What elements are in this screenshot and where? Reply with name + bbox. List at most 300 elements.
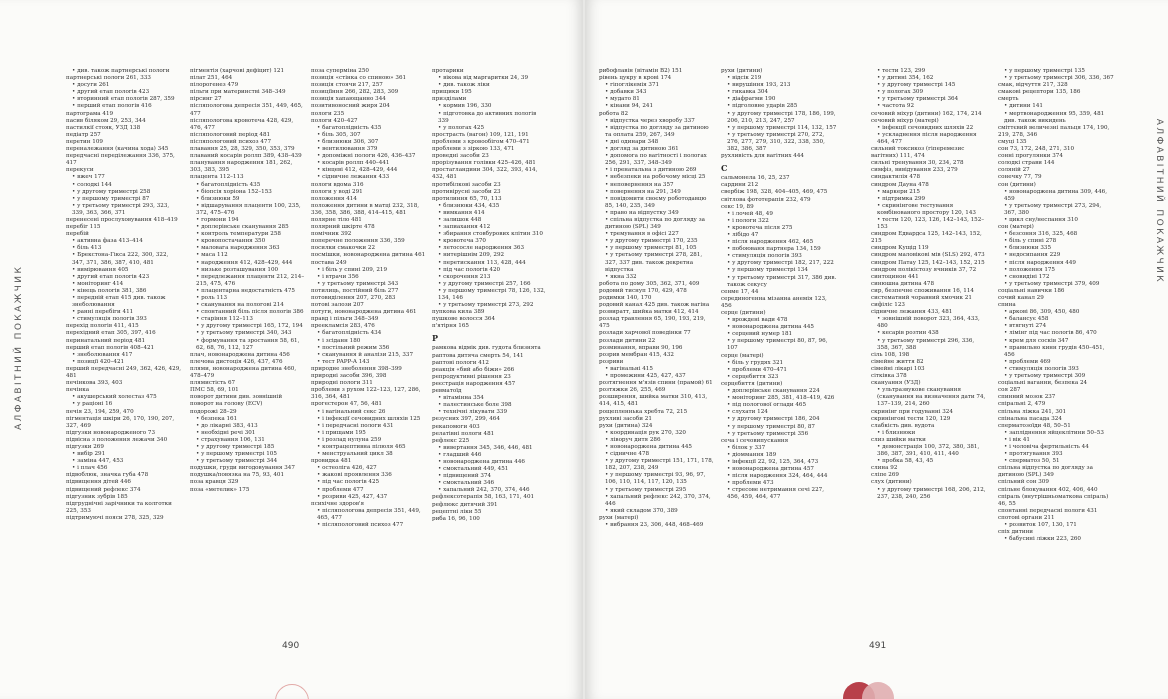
index-entry: сон (дитини)	[998, 181, 1036, 188]
index-subentry: • зовнішній поворот 323, 364, 433, 480	[877, 316, 980, 330]
index-subentry: • повідомити своєму роботодавцю 85, 140, 235, 349	[605, 195, 707, 209]
index-subentry: • доплерівське сканування 224	[727, 388, 820, 395]
index-entry: правд і пільги 348–349	[311, 316, 379, 323]
index-entry: рівень цукру в крові 174	[599, 75, 672, 82]
index-entry: сеча і сечовипускання	[721, 437, 789, 444]
index-entry: пасив біляком 29, 253, 344	[66, 117, 146, 124]
index-entry: психічне здоров'я	[311, 500, 365, 507]
index-entry: післяпологова депресія 351, 449, 465, 477	[190, 103, 303, 117]
index-entry: потовиділення 207, 270, 283	[311, 295, 396, 301]
index-entry: соціальні ваганни, безпека 24	[998, 380, 1088, 387]
index-entry: резусних 397, 299, 464	[432, 416, 500, 423]
index-subentry: • у другому триместрі 178, 186, 199, 206, 210, 213, 247, 257	[727, 110, 836, 124]
index-entry: плечова дистоція 426, 437, 476	[190, 358, 283, 365]
side-label-right: АЛФАВІТНИЙ ПОКАЖЧИК	[1154, 118, 1164, 284]
index-entry: сонні прогулянки 374	[998, 153, 1063, 160]
index-subentry: • біопсія хоріона 152–153	[196, 188, 272, 195]
index-subentry: • кровотеча після 275	[727, 224, 793, 231]
index-subentry: • сканування на пологові 214	[196, 302, 284, 309]
index-subentry: • запиахання 412	[438, 224, 491, 231]
index-entry: сіль 108, 198	[871, 351, 910, 358]
index-entry: позиція хапающанно 344	[311, 96, 386, 103]
index-entry: позиціїння 266, 282, 283, 309	[311, 89, 399, 96]
index-entry: родовий канал 425 див. також вагіна	[599, 302, 710, 309]
index-subentry: • кесарів розтин 438	[877, 330, 939, 337]
index-subentry: • протягування 393	[1004, 451, 1063, 458]
side-label-left: АЛФАВІТНИЙ ПОКАЖЧИК	[14, 264, 24, 430]
index-subentry: • і плач 456	[72, 465, 108, 472]
index-entry: слиз шийки матки	[871, 436, 926, 443]
index-subentry: • перший етап пологів 416	[72, 103, 152, 110]
index-entry: подушки, груди вигодовування 347	[190, 465, 295, 472]
index-entry: природні пологи 311	[311, 380, 373, 387]
index-entry: перетин 109	[66, 138, 103, 145]
index-entry: положення 414	[311, 195, 357, 202]
index-subentry: • у третьому триместрі 293, 323, 339, 363, 366, 371	[72, 202, 170, 216]
index-entry: спіральні 2, 479	[998, 401, 1046, 408]
left-page	[0, 0, 582, 699]
index-subentry: • вторинний етап пологів 287, 359	[72, 96, 175, 103]
index-entry: синтоцинон 441	[871, 273, 919, 280]
index-entry: розвиратт, шийка матки 412, 414	[599, 309, 699, 316]
index-entry: соляній 27	[998, 167, 1030, 174]
index-subentry: • до лікарні 383, 413	[196, 422, 258, 429]
index-entry: серцебиття (дитини)	[721, 380, 783, 387]
index-subentry: • серцебиття 323	[727, 373, 779, 380]
index-subentry: • положення 175	[1004, 266, 1055, 273]
index-subentry: • багатоплідність 435	[317, 124, 382, 131]
index-subentry: • безпека 161	[196, 415, 238, 422]
index-subentry: • діоммання 189	[727, 451, 777, 458]
index-subentry: • позиції 420–421	[72, 358, 125, 365]
index-subentry: • близнюки 59	[196, 195, 240, 202]
index-subentry: • смоктальний 346	[438, 480, 495, 487]
index-subentry: • багатоплідність 435	[196, 181, 261, 188]
index-subentry: • вирушіння 193, 213	[727, 82, 791, 89]
index-subentry: • вікова від маргаритки 24, 39	[438, 75, 529, 82]
index-subentry: • постільний режим 356	[317, 344, 390, 351]
index-entry: пілат 251, 464	[190, 75, 233, 82]
index-subentry: • у дитині 354, 162	[877, 75, 934, 82]
index-entry: спіх дитини	[998, 529, 1034, 536]
index-subentry: • проблеми 473	[727, 480, 774, 487]
index-subentry: • у другому триместрі 182, 217, 222	[727, 260, 834, 267]
index-subentry: • інфекції сечовидних шляхів 22	[877, 124, 974, 131]
index-entry: пупкова кила 389	[432, 309, 485, 316]
index-subentry: • другий етап пологів 423	[72, 273, 150, 280]
index-subentry: • спільна відпустка по догляду за дитиною (SPL) 349	[605, 216, 706, 231]
index-entry: робота по дому 305, 362, 371, 409	[599, 280, 700, 287]
index-subentry: • тремування в офісі 227	[605, 231, 679, 238]
index-entry: потові залози 207	[311, 302, 364, 309]
index-entry: спільна ліжка 241, 301	[998, 408, 1067, 415]
index-subentry: • стимуляція пологів 393	[727, 253, 802, 260]
index-subentry: • стресове нетримання сечі 227, 456, 459, 464, 477	[727, 487, 824, 501]
index-subentry: • і вагінальний секс 26	[317, 408, 386, 415]
index-subentry: • моніторинг 414	[72, 280, 124, 287]
index-subentry: • біль у спині 278	[1004, 238, 1057, 245]
index-subentry: • новонароджена дитина 457	[727, 466, 814, 473]
index-entry: рощепленнька хребта 72, 215	[599, 408, 688, 415]
index-entry: посмішки, новонароджена дитина 461	[311, 252, 426, 259]
index-subentry: • лімінг під час пологів 86, 470	[1004, 330, 1097, 337]
index-entry: підвищений рефлекс 374	[66, 486, 141, 493]
index-subentry: • вибір 291	[72, 451, 106, 458]
index-subentry: • кровопостачання 350	[196, 238, 266, 245]
index-subentry: • підготовка до активних пологів 339	[438, 110, 537, 124]
index-subentry: • відшарування плаценти 100, 235, 372, 475–476	[196, 202, 301, 216]
index-entry: скануання (УЗД)	[871, 380, 921, 387]
index-entry: природні засоби 396, 398	[311, 373, 387, 380]
index-subentry: • повернення на 291, 349	[605, 188, 681, 195]
index-entry: печія 23, 194, 259, 470	[66, 408, 134, 415]
index-column	[998, 68, 1114, 643]
index-entry: сифіліс 123	[871, 302, 905, 309]
index-subentry: • у першому триместрі 87	[72, 195, 150, 202]
index-subentry: • остеоліга 426, 427	[317, 465, 377, 472]
index-column	[721, 68, 837, 643]
index-entry: помічник 392	[311, 231, 352, 238]
index-entry: передчасні переділежання 336, 375, 417	[66, 153, 175, 167]
page-number-right: 491	[869, 641, 887, 651]
index-subentry: • необхідні речі 301	[196, 429, 256, 436]
index-entry: поперечне положення 336, 359	[311, 238, 405, 245]
index-entry: спільна відпустка по догляду за дитиною (SPL) 349	[998, 465, 1093, 479]
index-entry: пологи 420–427	[311, 117, 358, 124]
index-subentry: • аркові 86, 309, 450, 480	[1004, 309, 1080, 316]
index-entry: ревматоїд	[432, 388, 462, 395]
index-column	[432, 68, 548, 643]
index-subentry: • Брекстона-Гікса 222, 300, 322, 347, 371, 386, 387, 410, 481	[72, 252, 169, 266]
index-entry: розриви	[599, 358, 624, 365]
index-subentry: • передній етап 415 див. також знеболювання	[72, 295, 166, 309]
index-subentry: • балансує 458	[1004, 316, 1049, 323]
index-subentry: • розвиток 107, 130, 171	[1004, 522, 1077, 528]
index-subentry: • підвищений 374	[438, 473, 492, 480]
index-subentry: • у третьому триместрі 306, 336, 367	[1004, 75, 1114, 82]
index-subentry: • технічні лікувати 339	[438, 409, 508, 416]
index-subentry: • у раціоні 16	[72, 401, 113, 408]
index-subentry: • у другому триместрі 145	[877, 82, 956, 89]
index-entry: проблеми з зіркою 133, 471	[432, 146, 515, 153]
index-subentry: • якна 332	[605, 273, 637, 280]
index-subentry: • догляд за дитиною 361	[605, 146, 679, 153]
index-entry: планування народження 181, 262, 303, 383, 395	[190, 160, 293, 174]
index-entry: серце (матері)	[721, 352, 764, 359]
index-subentry: • гіпоглікемія 371	[605, 82, 660, 89]
index-entry: систематний чоравний хмочик 21	[871, 295, 972, 301]
index-entry: смак, відчуття 217, 328	[998, 82, 1068, 89]
index-entry: плями, новонароджена дитина 460, 478–479	[190, 365, 297, 380]
index-subentry: • ліворуч дитя 286	[605, 436, 661, 443]
index-entry: рибофлавін (вітамін В2) 151	[599, 68, 683, 74]
index-entry: рухливі засоби 21	[599, 415, 652, 422]
index-entry: печінка	[66, 387, 90, 394]
index-entry: протарики	[432, 68, 464, 74]
index-subentry: • право на відпустку 349	[605, 209, 679, 216]
index-subentry: • стимуляція пологів 393	[72, 316, 147, 323]
index-entry: преекламсія 283, 476	[311, 323, 375, 330]
index-entry: слух (дитини)	[871, 479, 912, 486]
index-subentry: • у другому триместрі 170, 235	[605, 238, 698, 245]
index-subentry: • у третьому триместрі 309	[1004, 373, 1086, 380]
index-entry: розрив мембран 415, 432	[599, 351, 674, 358]
index-subentry: • підголовне ударів 285	[727, 103, 798, 110]
index-subentry: • цикл сну/неспання 310	[1004, 216, 1078, 223]
index-subentry: • новонароджена дитина 445	[605, 443, 692, 450]
index-entry: сімейне життя 82	[871, 358, 924, 365]
index-subentry: • гладший 446	[438, 451, 482, 458]
index-subentry: • побоюваня партнера 134, 159	[727, 246, 821, 253]
index-subentry: • багатоплідність 434	[317, 330, 382, 337]
index-entry: пушкове волосся 364	[432, 316, 496, 323]
index-subentry: • тести 120, 123, 126, 142–143, 152–153	[877, 216, 985, 231]
index-entry: проблеми з рухом 122–123, 127, 286, 316, 364, 481	[311, 387, 421, 401]
index-subentry: • допомога по вагітності і пологах 256, 291, 337, 348–349	[605, 153, 707, 167]
index-subentry: • мудато 81	[605, 96, 640, 103]
index-subentry: • скорочення 213	[438, 273, 491, 280]
index-subentry: • роль 113	[196, 295, 228, 301]
index-entry: синдактилія 478	[871, 174, 921, 181]
index-subentry: • білок у 337	[727, 444, 766, 451]
index-subentry: • хапальний 242, 370, 374, 446	[438, 487, 530, 494]
index-entry: противірусні засоби 23	[432, 188, 501, 195]
index-subentry: • координація рук 270, 320	[605, 429, 686, 436]
index-entry: переналежання (качина хода) 345	[66, 146, 169, 153]
index-entry: позиція стоячи 217, 257	[311, 82, 383, 89]
index-subentry: • дні одинари 348	[605, 138, 659, 145]
index-entry: підвісна з положення лежачи 340	[66, 436, 168, 443]
index-subentry: • серцевий нумер 181	[727, 331, 793, 338]
index-entry: рефлексотерапія 58, 163, 171, 401	[432, 494, 535, 501]
index-entry: спотові органи 211	[998, 514, 1055, 521]
index-entry: підтримуючі пояси 278, 325, 329	[66, 514, 164, 521]
index-entry: свербіж 198, 328, 404–405, 469, 475	[721, 189, 828, 196]
index-subentry: • після народження 324, 464, 444	[727, 473, 828, 480]
index-entry: спинний мозок 237	[998, 394, 1056, 401]
index-entry: п'ятірня 165	[432, 323, 469, 330]
index-entry: пологи вдома 316	[311, 181, 364, 188]
index-entry: поза суперміна 250	[311, 68, 369, 74]
index-subentry: • проблеми 477	[317, 486, 364, 493]
index-entry: синдром Патау 125, 142–143, 152, 215	[871, 259, 985, 266]
index-entry: сліпе 269	[871, 472, 899, 479]
index-subentry: • вітамінна 354	[438, 395, 484, 402]
index-subentry: • летососле народження 363	[438, 245, 525, 252]
index-entry: плач, новонароджена дитина 456	[190, 351, 290, 358]
index-subentry: • біль 305, 307	[317, 131, 361, 138]
index-subentry: • кінець пологів 381, 386	[72, 287, 147, 294]
index-subentry: • у першому триместрі 80, 87	[727, 423, 815, 430]
index-entry: сочий канал 29	[998, 295, 1044, 301]
index-subentry: • кінани 94, 241	[605, 103, 654, 110]
index-subentry: • жакові проявлення 336	[317, 472, 392, 479]
index-entry: пірсинг 27	[190, 96, 222, 103]
index-entry: пілорогенез 479	[190, 82, 239, 89]
index-entry: скринінг при годуванні 324	[871, 408, 953, 415]
index-subentry: • ускладнення після народження 464, 477	[877, 131, 977, 145]
index-subentry: • у третьому триместрі 344	[196, 458, 278, 465]
index-subentry: • відсік 219	[727, 75, 762, 82]
index-entry: рекапомоги 403	[432, 423, 480, 430]
index-entry: рефлюкс дитячий 391	[432, 501, 498, 508]
index-subentry: • народження 412, 428–429, 444	[196, 259, 293, 266]
index-subentry: • вибрання 23, 306, 448, 468–469	[605, 522, 704, 528]
index-subentry: • і зсіданн 180	[317, 337, 361, 344]
index-subentry: • близнюки 306, 307	[317, 138, 379, 145]
index-subentry: • у третьому триместрі 364	[877, 96, 959, 103]
index-subentry: • у третьому триместрі 379, 409	[1004, 280, 1100, 287]
index-subentry: • маркери 215	[877, 188, 920, 195]
index-subentry: • під час пологів 420	[438, 266, 501, 273]
index-entry: полярне тіло 481	[311, 216, 362, 223]
index-letter-heading: Р	[432, 333, 439, 344]
index-subentry: • вагінальні 415	[605, 365, 653, 372]
index-entry: перекуси	[66, 167, 94, 174]
index-entry: рухи (дитини)	[721, 68, 763, 74]
index-entry: риба 16, 96, 100	[432, 515, 480, 522]
index-column	[599, 68, 715, 643]
index-subentry: • тест PAPP-A 143	[317, 358, 370, 365]
index-entry: родовий тиснуп 170, 429, 478	[599, 287, 687, 294]
index-entry: робота 82	[599, 110, 629, 117]
index-entry: сон (матері)	[998, 224, 1034, 231]
index-subentry: • дитини 141	[1004, 103, 1043, 110]
index-subentry: • вимірювання 405	[72, 266, 129, 273]
index-entry: розширення, шийка матки 310, 413, 414, 415, 481	[599, 394, 708, 408]
index-subentry: • вивертання 345, 346, 446, 481	[438, 444, 533, 451]
index-entry: сонечку 77, 79	[998, 174, 1042, 181]
index-entry: симфіз, вивідування 233, 279	[871, 167, 958, 174]
index-subentry: • у третьому триместрі 270, 272, 276, 277, 279, 310, 322, 338, 350, 382, 386, 387	[727, 131, 825, 153]
index-entry: синюшна дитина 478	[871, 280, 935, 287]
index-subentry: • акушерський холестаз 475	[72, 394, 157, 401]
index-entry: розлад травлення 65, 190, 193, 219, 475	[599, 316, 706, 330]
index-entry: спільний сон 309	[998, 479, 1049, 486]
index-entry: сечовий міхур (дитини) 162, 174, 214	[871, 110, 982, 117]
index-entry: слабкість див. вудота	[871, 422, 935, 429]
index-subentry: • у третьому триместрі 296, 336, 358, 367, 388	[877, 337, 975, 351]
index-entry: післяпологова кровотеча 428, 429, 476, 477	[190, 117, 294, 131]
index-entry: позитивоносний жиря 204	[311, 103, 390, 110]
index-entry: подушка/повязка на 75, 93, 401	[190, 472, 285, 479]
index-subentry: • близнюки 335	[1004, 245, 1052, 252]
index-letter-heading: С	[721, 163, 728, 174]
index-subentry: • післяпологова депресія 351, 449, 465, 477	[317, 507, 421, 521]
index-subentry: • у другому триместрі 165, 172, 194	[196, 323, 303, 330]
index-entry: підвищення дітей 446	[66, 479, 131, 486]
index-entry: сечовий міхур (матері)	[871, 117, 939, 124]
index-entry: підгузки 269	[66, 443, 104, 450]
index-subentry: • і пренатальна з дитиною 269	[605, 167, 697, 174]
index-subentry: • скринінгове тестування комбінованого простору 120, 143	[877, 202, 976, 216]
index-subentry: • і прищами 195	[317, 429, 366, 436]
index-entry: сильні тренування 30, 234, 278	[871, 160, 964, 167]
index-subentry: • у третьому триместрі 273, 294, 367, 380	[1004, 202, 1102, 216]
index-subentry: • у другому триместрі 258	[72, 188, 151, 195]
index-subentry: • сперматоз 50, 51	[1004, 458, 1060, 465]
index-subentry: • новонароджена дитина 446	[438, 458, 525, 465]
index-subentry: • проблеми 469	[1004, 358, 1051, 365]
index-subentry: • передлежання плаценти 212, 214–215, 475, 476	[196, 273, 305, 287]
index-subentry: • біль у грудях 321	[727, 359, 784, 366]
index-subentry: • у третьому триместрі 295	[605, 486, 687, 493]
index-subentry: • втягнуті 274	[1004, 323, 1047, 330]
index-subentry: • менструальний цикл 38	[317, 451, 393, 458]
index-entry: релатівні пологи 481	[432, 430, 495, 437]
index-subentry: • правильно кинн грудів 450–451, 456	[1004, 344, 1105, 358]
index-subentry: • стимуляція пологів 393	[1004, 365, 1079, 372]
index-subentry: • допоміжні пологи 426, 436–437	[317, 153, 416, 160]
index-subentry: • і розлад нулуна 259	[317, 436, 382, 443]
index-entry: положення дитини в матці 232, 318, 336, 358, 386, 388, 414–415, 481	[311, 202, 420, 216]
index-column	[66, 68, 182, 643]
index-entry: сон 73, 172, 248, 271, 310	[998, 146, 1075, 153]
index-subentry: • палестинське боле 398	[438, 402, 512, 409]
index-entry: спільне блокування 402, 406, 440	[998, 486, 1098, 493]
index-subentry: • після народження 462, 465	[727, 239, 814, 246]
index-entry: розлади харчової поведінки 77	[599, 330, 691, 337]
index-subentry: • залишок 448	[438, 216, 482, 223]
index-entry: сенме 17, 44	[721, 288, 759, 295]
index-entry: раптові пологи 412	[432, 359, 489, 366]
index-subentry: • доплерівське сканування 285	[196, 224, 289, 231]
index-subentry: • знеболювання 417	[72, 351, 133, 358]
index-entry: перший етап пологів 408–421	[66, 344, 155, 351]
index-subentry: • у першому триместрі 135	[1004, 68, 1085, 74]
index-subentry: • ранні перебіги 411	[72, 309, 134, 316]
index-entry: сардини 212	[721, 182, 759, 189]
index-subentry: • розриви 425, 427, 437	[317, 493, 388, 500]
index-entry: пологи 235	[311, 110, 345, 117]
index-entry: печінкова 393, 403	[66, 380, 123, 387]
index-entry: серце (дитини)	[721, 310, 766, 316]
index-entry: рухи (матері)	[599, 514, 639, 521]
index-subentry: • небезпеки на робочому місці 25	[605, 174, 706, 181]
index-entry: підгузник зубрів 185	[66, 493, 128, 500]
index-entry: соя 287	[998, 387, 1021, 394]
index-entry: рецептні ліки 55	[432, 508, 482, 515]
index-subentry: • підтримка 299	[877, 195, 926, 202]
index-subentry: • солодкі 144	[72, 181, 112, 188]
index-entry: прищики 195	[432, 89, 472, 96]
index-subentry: • під пологової оглади 465	[727, 402, 807, 409]
index-entry: перехідний етап 305, 397, 416	[66, 330, 156, 337]
index-subentry: • другий етап пологів 423	[72, 89, 150, 96]
index-subentry: • у другому триместрі 168, 206, 212, 237, 238, 240, 256	[877, 486, 986, 500]
index-entry: пологи у воді 291	[311, 188, 363, 195]
index-entry: партнерські пологи 261, 333	[66, 75, 151, 82]
index-subentry: • новонароджена дитина 309, 446, 459	[1004, 188, 1107, 202]
index-column	[311, 68, 427, 643]
index-column	[871, 68, 987, 643]
index-subentry: • післяпологовий психоз 477	[317, 522, 404, 528]
index-subentry: • у першому триместрі 114, 132, 157	[727, 124, 837, 131]
index-entry: післяпологовий період 481	[190, 131, 271, 138]
index-subentry: • плацентарна недостатність 475	[196, 287, 295, 294]
index-entry: смуці 135	[998, 138, 1027, 145]
index-entry: спіраль (внутрішньоматкова спіраль) 46, 55	[998, 493, 1109, 507]
index-entry: сімейні лікарі 103	[871, 365, 925, 372]
index-subentry: • у третьому триместрі 278, 281, 327, 337 див. також декретна відпустка	[605, 252, 703, 273]
index-subentry: • нитерішнім 209, 292	[438, 252, 505, 259]
index-entry: прорізування голівки 425–426, 481	[432, 160, 536, 167]
index-subentry: • безсоння 316, 325, 468	[1004, 231, 1078, 238]
index-entry: смакові рецептори 135, 186	[998, 89, 1081, 96]
index-entry: поза кравця 329	[190, 479, 239, 486]
index-entry: сперматозоїди 48, 50–51	[998, 422, 1071, 429]
index-entry: солодкі страви 144	[998, 160, 1055, 167]
